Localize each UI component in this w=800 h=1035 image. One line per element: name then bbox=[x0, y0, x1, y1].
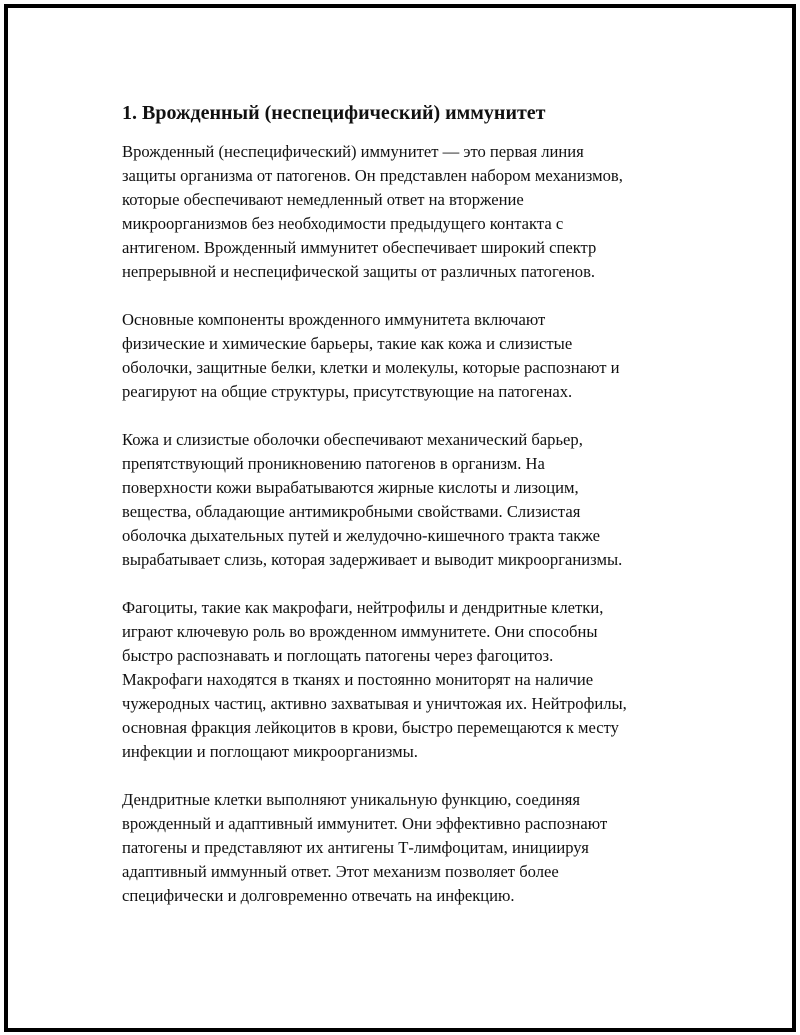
text-line: оболочки, защитные белки, клетки и молекулы, которые распознают и bbox=[122, 358, 620, 377]
paragraph-innate-immunity-definition bbox=[122, 140, 692, 284]
text-line: Макрофаги находятся в тканях и постоянно мониторят на наличие bbox=[122, 670, 594, 689]
text-line: препятствующий проникновению патогенов в организм. На bbox=[122, 454, 545, 473]
text-line: Основные компоненты врожденного иммунитета включают bbox=[122, 310, 546, 329]
text-line: инфекции и поглощают микроорганизмы. bbox=[122, 742, 418, 761]
text-line: врожденный и адаптивный иммунитет. Они эффективно распознают bbox=[122, 814, 608, 833]
text-line: вырабатывает слизь, которая задерживает и выводит микроорганизмы. bbox=[122, 550, 623, 569]
text-line: вещества, обладающие антимикробными свойствами. Слизистая bbox=[122, 502, 581, 521]
text-line: Врожденный (неспецифический) иммунитет — это первая линия bbox=[122, 142, 584, 161]
section-title: 1. Врожденный (неспецифический) иммунитет bbox=[122, 102, 546, 124]
text-line: адаптивный иммунный ответ. Этот механизм позволяет более bbox=[122, 862, 559, 881]
text-line: быстро распознавать и поглощать патогены через фагоцитоз. bbox=[122, 646, 554, 665]
text-line: которые обеспечивают немедленный ответ на вторжение bbox=[122, 190, 524, 209]
text-line: микроорганизмов без необходимости предыдущего контакта с bbox=[122, 214, 564, 233]
text-line: непрерывной и неспецифической защиты от различных патогенов. bbox=[122, 262, 596, 281]
paragraph-skin-mucosa bbox=[122, 428, 692, 572]
text-line: чужеродных частиц, активно захватывая и уничтожая их. Нейтрофилы, bbox=[122, 694, 627, 713]
text-line: оболочка дыхательных путей и желудочно-кишечного тракта также bbox=[122, 526, 600, 545]
paragraph-components bbox=[122, 308, 692, 404]
paragraph-dendritic-cells bbox=[122, 788, 692, 908]
text-line: Кожа и слизистые оболочки обеспечивают механический барьер, bbox=[122, 430, 583, 449]
text-line: играют ключевую роль во врожденном иммунитете. Они способны bbox=[122, 622, 598, 641]
text-line: антигеном. Врожденный иммунитет обеспечивает широкий спектр bbox=[122, 238, 597, 257]
page-frame bbox=[4, 4, 796, 1032]
text-line: специфически и долговременно отвечать на инфекцию. bbox=[122, 886, 515, 905]
text-line: основная фракция лейкоцитов в крови, быстро перемещаются к месту bbox=[122, 718, 619, 737]
paragraph-phagocytes bbox=[122, 596, 692, 764]
text-line: реагируют на общие структуры, присутствующие на патогенах. bbox=[122, 382, 573, 401]
text-line: Дендритные клетки выполняют уникальную функцию, соединяя bbox=[122, 790, 581, 809]
text-line: поверхности кожи вырабатываются жирные кислоты и лизоцим, bbox=[122, 478, 579, 497]
text-line: защиты организма от патогенов. Он представлен набором механизмов, bbox=[122, 166, 623, 185]
text-line: патогены и представляют их антигены Т-лимфоцитам, инициируя bbox=[122, 838, 589, 857]
text-line: физические и химические барьеры, такие как кожа и слизистые bbox=[122, 334, 573, 353]
document-content bbox=[122, 98, 692, 932]
text-line: Фагоциты, такие как макрофаги, нейтрофилы и дендритные клетки, bbox=[122, 598, 604, 617]
